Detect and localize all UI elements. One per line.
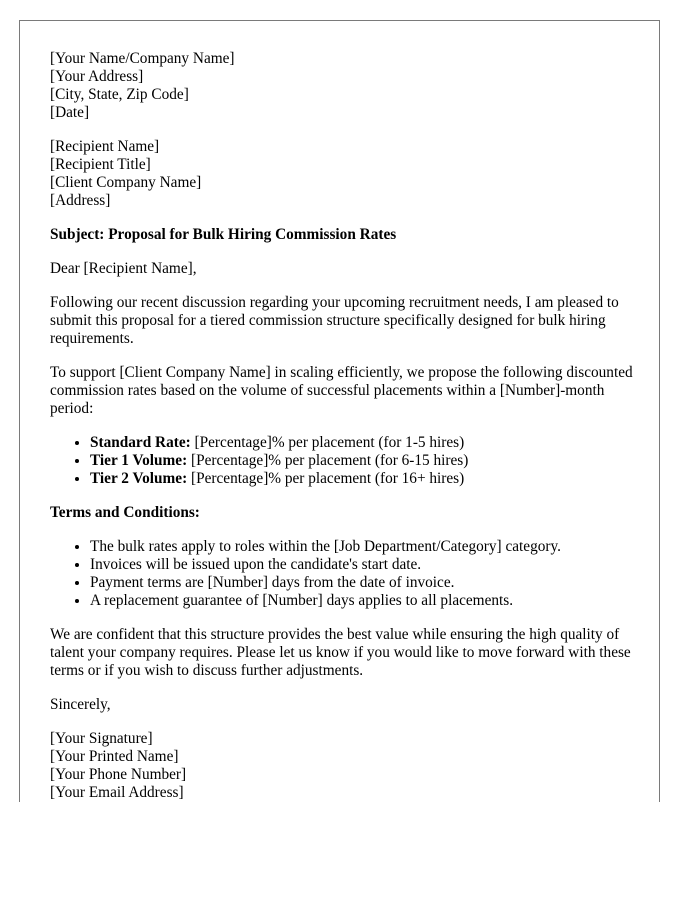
terms-heading: Terms and Conditions: xyxy=(50,504,200,521)
sign-off: Sincerely, xyxy=(50,696,111,713)
letter-page xyxy=(19,20,660,802)
proposal-paragraph: To support [Client Company Name] in scaling efficiently, we propose the following discounted commission rates based on the volume of successful placements within a [Number]-month period: xyxy=(50,364,633,417)
recipient-address: [Address] xyxy=(50,192,111,209)
terms-item: • A replacement guarantee of [Number] days applies to all placements. xyxy=(90,592,640,610)
recipient-company: [Client Company Name] xyxy=(50,174,202,191)
signature-block xyxy=(50,730,640,802)
signature-placeholder: [Your Signature] xyxy=(50,730,153,747)
terms-item: • Payment terms are [Number] days from the date of invoice. xyxy=(90,574,640,592)
letter-content xyxy=(50,50,640,802)
sender-address: [Your Address] xyxy=(50,68,144,85)
terms-item: • The bulk rates apply to roles within the [Job Department/Category] category. xyxy=(90,538,640,556)
rate-label: Standard Rate: xyxy=(90,434,191,451)
sender-name: [Your Name/Company Name] xyxy=(50,50,235,67)
rate-label: Tier 2 Volume: xyxy=(90,470,188,487)
intro-paragraph: Following our recent discussion regarding your upcoming recruitment needs, I am pleased to submit this proposal for a tiered commission structure specifically designed for bulk hiring requirements. xyxy=(50,294,619,347)
recipient-title: [Recipient Title] xyxy=(50,156,151,173)
rates-list xyxy=(50,434,640,488)
sender-city-state-zip: [City, State, Zip Code] xyxy=(50,86,189,103)
sender-block xyxy=(50,50,640,122)
rate-text: [Percentage]% per placement (for 6-15 hires) xyxy=(187,452,469,469)
subject-line: Subject: Proposal for Bulk Hiring Commission Rates xyxy=(50,226,397,243)
rate-text: [Percentage]% per placement (for 16+ hires) xyxy=(187,470,465,487)
terms-item: • Invoices will be issued upon the candidate's start date. xyxy=(90,556,640,574)
recipient-block xyxy=(50,138,640,210)
rate-text: [Percentage]% per placement (for 1-5 hires) xyxy=(190,434,465,451)
rate-item-tier-1 xyxy=(90,452,640,470)
closing-paragraph: We are confident that this structure provides the best value while ensuring the high quality of talent your company requires. Please let us know if you would like to move forward with these terms or if you wish to discuss further adjustments. xyxy=(50,626,631,679)
rate-item-standard xyxy=(90,434,640,452)
letter-date: [Date] xyxy=(50,104,90,121)
phone-number: [Your Phone Number] xyxy=(50,766,187,783)
email-address: [Your Email Address] xyxy=(50,784,184,801)
rate-label: Tier 1 Volume: xyxy=(90,452,188,469)
terms-list xyxy=(50,538,640,610)
rate-item-tier-2 xyxy=(90,470,640,488)
printed-name: [Your Printed Name] xyxy=(50,748,179,765)
recipient-name: [Recipient Name] xyxy=(50,138,160,155)
salutation: Dear [Recipient Name], xyxy=(50,260,197,277)
